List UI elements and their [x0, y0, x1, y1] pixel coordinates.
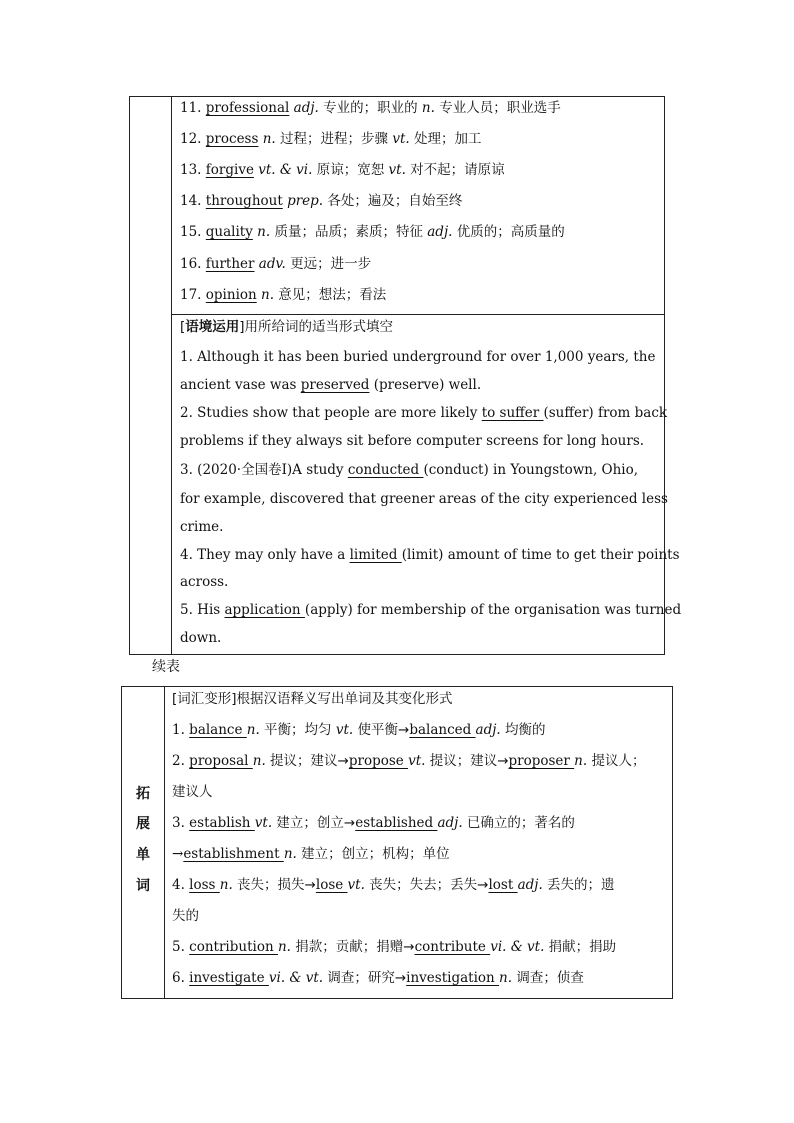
answer-blank: proposer: [508, 753, 575, 769]
answer-blank: conducted: [347, 462, 424, 478]
word-entry: [180, 286, 386, 304]
meaning: 专业人员；职业选手: [439, 100, 561, 116]
meaning: 更远；进一步: [290, 256, 372, 272]
meaning: 专业的；职业的: [323, 100, 418, 116]
word-number: 15.: [180, 224, 202, 240]
part-of-speech: vt.: [392, 131, 410, 147]
word-number: 14.: [180, 193, 202, 209]
meaning: 优质的；高质量的: [456, 224, 565, 240]
part-of-speech: n.: [421, 100, 435, 116]
answer-blank: forgive: [205, 162, 254, 178]
answer-blank: balance: [189, 722, 247, 738]
sentence-3-line-3: crime.: [180, 519, 224, 535]
word-form-5: 5. contribution n. 捐款；贡献；捐赠→contribute vi. & vt. 捐献；捐助: [172, 939, 617, 955]
part-of-speech: adj.: [427, 224, 453, 240]
word-form-6: 6. investigate vi. & vt. 调查；研究→investigation n. 调查；侦查: [172, 970, 584, 986]
word-entry: [180, 192, 462, 210]
sentence-3-line-1: 3. (2020·全国卷Ⅰ)A study conducted (conduct) in Youngstown, Ohio,: [180, 462, 639, 478]
part-of-speech: n.: [257, 224, 271, 240]
word-entry: [180, 130, 481, 148]
answer-blank: established: [355, 815, 438, 831]
answer-blank: investigate: [189, 970, 269, 986]
sentence-2-line-2: problems if they always sit before computer screens for long hours.: [180, 433, 645, 449]
vocabulary-table-1: [129, 96, 682, 655]
answer-blank: proposal: [189, 753, 253, 769]
answer-blank: lose: [315, 877, 348, 893]
meaning: 处理；加工: [413, 131, 482, 147]
answer-blank: preserved: [300, 377, 370, 393]
word-form-1: 1. balance n. 平衡；均匀 vt. 使平衡→balanced adj. 均衡的: [172, 722, 546, 738]
word-entry: [180, 99, 561, 117]
word-form-4-continued: 失的: [172, 908, 199, 924]
word-form-4: 4. loss n. 丧失；损失→lose vt. 丧失；失去；丢失→lost adj. 丢失的；遗: [172, 877, 615, 893]
section-heading-word-forms: [词汇变形]根据汉语释义写出单词及其变化形式: [172, 691, 453, 707]
section-heading-context-use: [语境运用]用所给词的适当形式填空: [180, 319, 394, 335]
answer-blank: contribute: [414, 939, 491, 955]
sentence-4-line-1: 4. They may only have a limited (limit) amount of time to get their points: [180, 547, 680, 563]
sentence-3-line-2: for example, discovered that greener areas of the city experienced less: [180, 491, 668, 507]
word-entry: [180, 161, 505, 179]
answer-blank: professional: [205, 100, 290, 116]
word-form-3-continued: →establishment n. 建立；创立；机构；单位: [172, 846, 450, 862]
answer-blank: throughout: [205, 193, 283, 209]
sentence-1-line-2: ancient vase was preserved (preserve) well.: [180, 377, 482, 393]
word-number: 11.: [180, 100, 202, 116]
side-label-char: 单: [136, 847, 150, 863]
answer-blank: investigation: [406, 970, 500, 986]
answer-blank: loss: [189, 877, 220, 893]
part-of-speech: adv.: [258, 256, 286, 272]
word-entry: [180, 223, 565, 241]
sentence-4-line-2: across.: [180, 574, 229, 590]
answer-blank: quality: [205, 224, 253, 240]
word-form-2: 2. proposal n. 提议；建议→propose vt. 提议；建议→proposer n. 提议人；: [172, 753, 646, 769]
sentence-1-line-1: 1. Although it has been buried underground for over 1,000 years, the: [180, 349, 656, 365]
word-form-3: 3. establish vt. 建立；创立→established adj. 已确立的；著名的: [172, 815, 575, 831]
side-label-char: 拓: [136, 786, 150, 802]
answer-blank: propose: [348, 753, 409, 769]
sentence-2-line-1: 2. Studies show that people are more likely to suffer (suffer) from back: [180, 405, 668, 421]
answer-blank: opinion: [205, 287, 257, 303]
part-of-speech: prep.: [287, 193, 324, 209]
continued-table-caption: 续表: [152, 659, 180, 675]
part-of-speech: n.: [261, 287, 274, 303]
row-divider: [171, 314, 664, 315]
part-of-speech: vt. & vi.: [258, 162, 313, 178]
word-number: 12.: [180, 131, 202, 147]
word-number: 13.: [180, 162, 202, 178]
meaning: 质量；品质；素质；特征: [274, 224, 423, 240]
word-number: 17.: [180, 287, 202, 303]
side-label-char: 展: [136, 816, 150, 832]
answer-blank: establishment: [183, 846, 284, 862]
answer-blank: to suffer: [481, 405, 544, 421]
answer-blank: contribution: [189, 939, 278, 955]
column-divider: [164, 687, 165, 998]
column-divider: [171, 97, 172, 654]
vocabulary-table-2: [121, 686, 673, 999]
meaning: 意见；想法；看法: [278, 287, 387, 303]
answer-blank: balanced: [409, 722, 476, 738]
answer-blank: application: [224, 602, 305, 618]
sentence-5-line-2: down.: [180, 630, 222, 646]
answer-blank: establish: [189, 815, 255, 831]
word-entry: [180, 255, 371, 273]
part-of-speech: vt.: [388, 162, 406, 178]
answer-blank: limited: [349, 547, 402, 563]
answer-blank: lost: [488, 877, 518, 893]
side-label-char: 词: [136, 878, 150, 894]
part-of-speech: n.: [262, 131, 276, 147]
word-number: 16.: [180, 256, 202, 272]
meaning: 对不起；请原谅: [410, 162, 505, 178]
answer-blank: process: [205, 131, 259, 147]
meaning: 原谅；宽恕: [316, 162, 385, 178]
answer-blank: further: [205, 256, 255, 272]
part-of-speech: adj.: [293, 100, 319, 116]
sentence-5-line-1: 5. His application (apply) for membership of the organisation was turned: [180, 602, 682, 618]
word-form-2-continued: 建议人: [172, 784, 213, 800]
meaning: 过程；进程；步骤: [280, 131, 389, 147]
meaning: 各处；遍及；自始至终: [327, 193, 463, 209]
